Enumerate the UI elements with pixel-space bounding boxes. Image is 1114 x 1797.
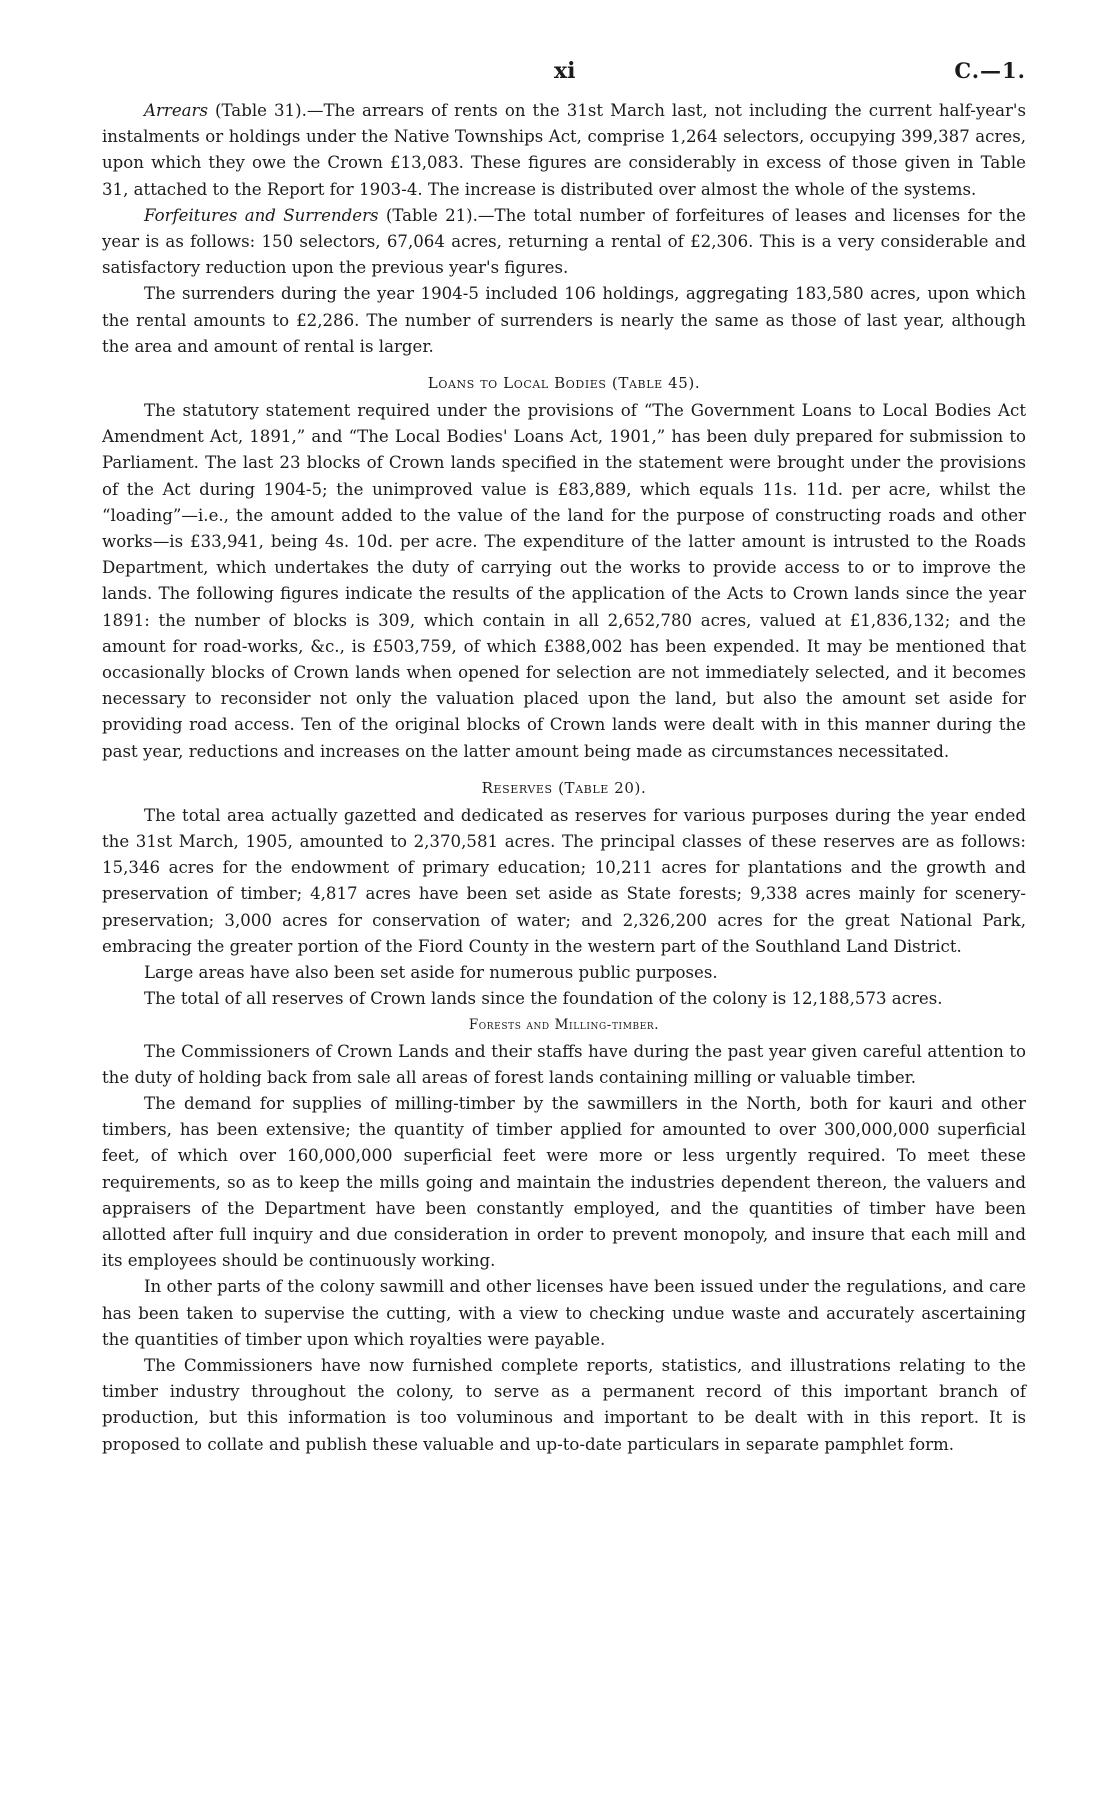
arrears-paragraph <box>102 98 1026 203</box>
reserves-paragraph-1: The total area actually gazetted and dedicated as reserves for various purposes during the year ended the 31st March, 1905, amounted to 2,370,581 acres. The principal classes of these reserves are as follows: 15,346 acres for the endowment of primary education; 10,211 acres for plantations and the growth and preservation of timber; 4,817 acres have been set aside as State forests; 9,338 acres mainly for scenery-preservation; 3,000 acres for conservation of water; and 2,326,200 acres for the great National Park, embracing the greater portion of the Fiord County in the western part of the Southland Land District. <box>102 805 1026 956</box>
forests-paragraph-4: The Commissioners have now furnished complete reports, statistics, and illustrations relating to the timber industry throughout the colony, to serve as a permanent record of this important branch of production, but this information is too voluminous and important to be dealt with in this report. It is proposed to collate and publish these valuable and up-to-date particulars in separate pamphlet form. <box>102 1355 1026 1454</box>
section-forfeitures <box>102 203 1026 360</box>
page-number: xi <box>554 58 576 84</box>
forests-heading: Forests and Milling-timber. <box>468 1016 660 1033</box>
section-forests <box>102 1017 1026 1458</box>
page-header <box>102 58 1026 98</box>
document-page <box>102 58 1026 1458</box>
forfeitures-lead: Forfeitures and Surrenders <box>144 205 379 225</box>
reserves-paragraph-3: The total of all reserves of Crown lands since the foundation of the colony is 12,188,573 acres. <box>144 989 943 1009</box>
reserves-heading: Reserves (Table 20). <box>481 778 647 797</box>
loans-heading: Loans to Local Bodies (Table 45). <box>427 374 701 393</box>
surrenders-paragraph: The surrenders during the year 1904-5 included 106 holdings, aggregating 183,580 acres, upon which the rental amounts to £2,286. The number of surrenders is nearly the same as those of last year, although the area and amount of rental is larger. <box>102 284 1026 356</box>
loans-paragraph: The statutory statement required under the provisions of “The Government Loans to Local Bodies Act Amendment Act, 1891,” and “The Local Bodies' Loans Act, 1901,” has been duly prepared for submission to Parliament. The last 23 blocks of Crown lands specified in the statement were brought under the provisions of the Act during 1904-5; the unimproved value is £83,889, which equals 11s. 11d. per acre, whilst the “loading”—i.e., the amount added to the value of the land for the purpose of constructing roads and other works—is £33,941, being 4s. 10d. per acre. The expenditure of the latter amount is intrusted to the Roads Department, which undertakes the duty of carrying out the works to provide access to or to improve the lands. The following figures indicate the results of the application of the Acts to Crown lands since the year 1891: the number of blocks is 309, which contain in all 2,652,780 acres, valued at £1,836,132; and the amount for road-works, &c., is £503,759, of which £388,002 has been expended. It may be mentioned that occasionally blocks of Crown lands when opened for selection are not immediately selected, and it becomes necessary to reconsider not only the valuation placed upon the land, but also the amount set aside for providing road access. Ten of the original blocks of Crown lands were dealt with in this manner during the past year, reductions and increases on the latter amount being made as circumstances necessitated. <box>102 401 1026 761</box>
forfeitures-text: (Table 21).—The total number of forfeitures of leases and licenses for the year is as follows: 150 selectors, 67,064 acres, returning a rental of £2,306. This is a very considerable and satisfactory reduction upon the previous year's figures. <box>102 205 1026 278</box>
forests-paragraph-2: The demand for supplies of milling-timber by the sawmillers in the North, both for kauri and other timbers, has been extensive; the quantity of timber applied for amounted to over 300,000,000 superficial feet, of which over 160,000,000 superficial feet were more or less urgently required. To meet these requirements, so as to keep the mills going and maintain the industries dependent thereon, the valuers and appraisers of the Department have been constantly employed, and the quantities of timber have been allotted after full inquiry and due consideration in order to prevent monopoly, and insure that each mill and its employees should be continuously working. <box>102 1093 1026 1271</box>
arrears-lead: Arrears <box>144 101 209 120</box>
forests-paragraph-1: The Commissioners of Crown Lands and their staffs have during the past year given careful attention to the duty of holding back from sale all areas of forest lands containing milling or valuable timber. <box>102 1041 1026 1087</box>
section-reserves <box>102 779 1026 1013</box>
forests-paragraph-3: In other parts of the colony sawmill and other licenses have been issued under the regulations, and care has been taken to supervise the cutting, with a view to checking undue waste and accurately ascertaining the quantities of timber upon which royalties were payable. <box>102 1277 1026 1349</box>
section-loans <box>102 374 1026 765</box>
arrears-text: (Table 31).—The arrears of rents on the 31st March last, not including the current half-year's instalments or holdings under the Native Townships Act, comprise 1,264 selectors, occupying 399,387 acres, upon which they owe the Crown £13,083. These figures are considerably in excess of those given in Table 31, attached to the Report for 1903-4. The increase is distributed over almost the whole of the systems. <box>102 101 1026 199</box>
reserves-paragraph-2: Large areas have also been set aside for numerous public purposes. <box>144 963 718 983</box>
document-code: C.—1. <box>954 58 1026 83</box>
forfeitures-paragraph <box>102 203 1026 282</box>
section-arrears <box>102 98 1026 203</box>
